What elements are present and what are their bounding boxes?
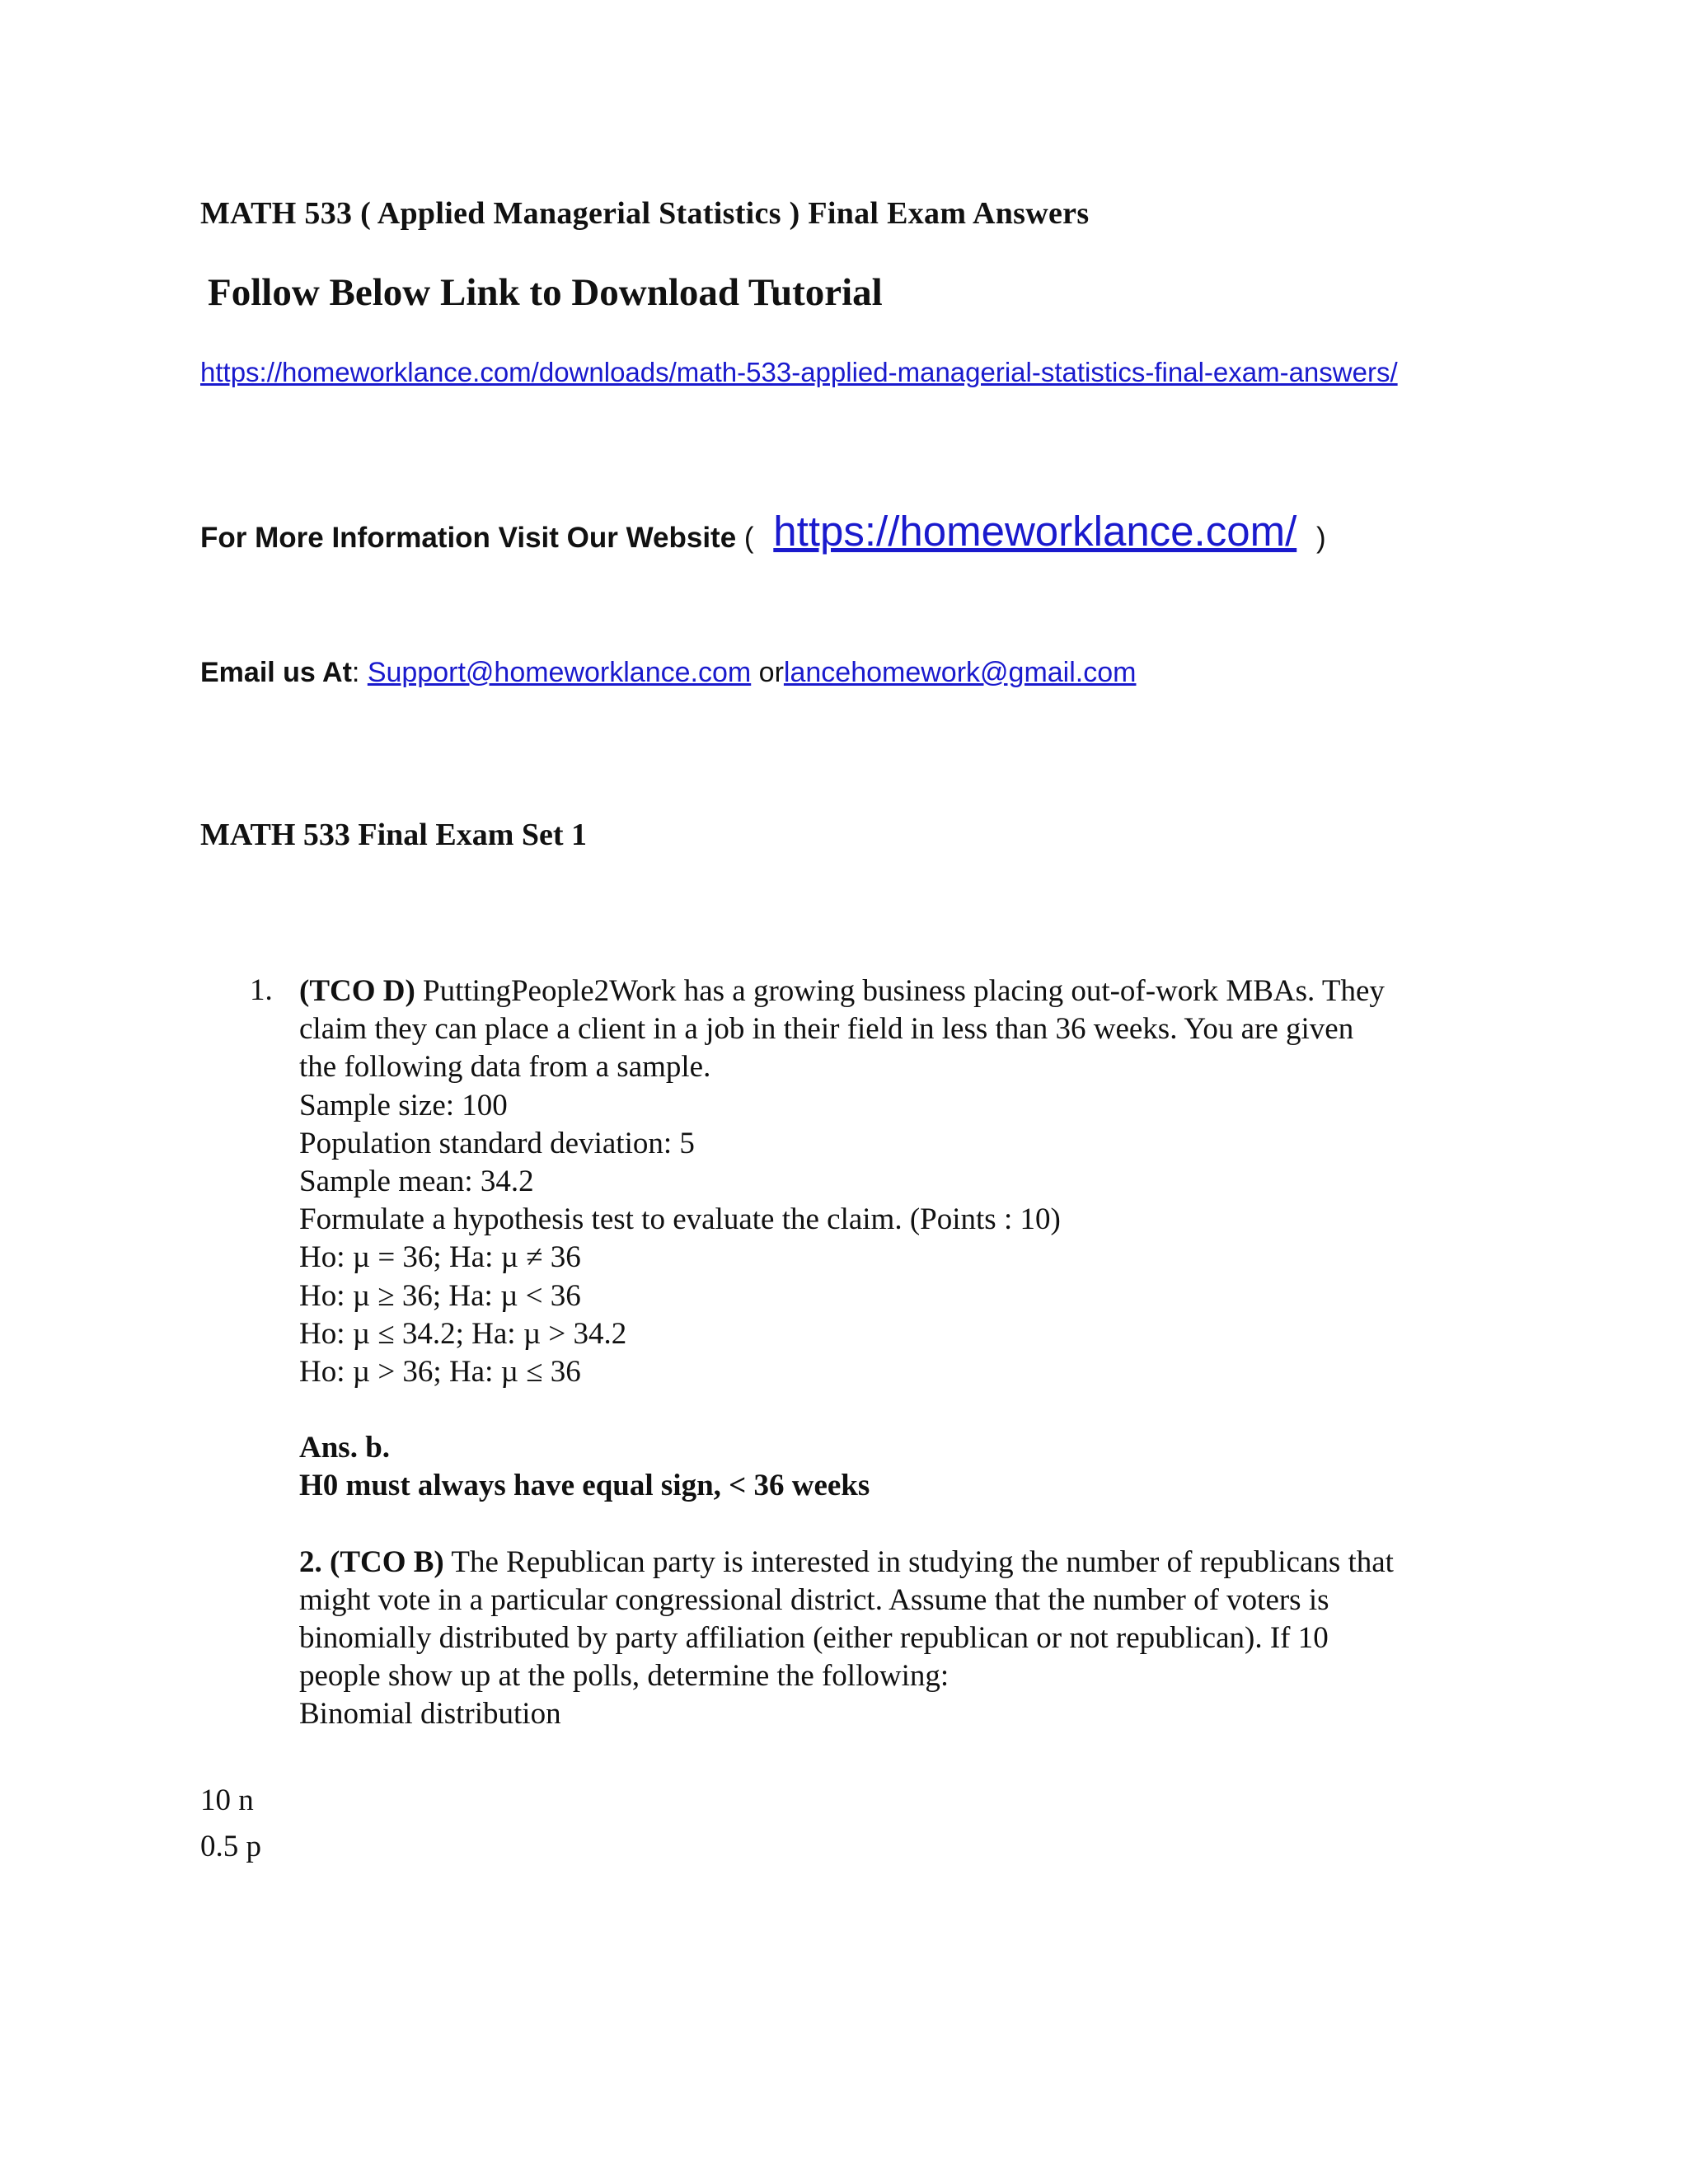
question-1-line: the following data from a sample.	[299, 1050, 711, 1085]
question-2-line: might vote in a particular congressional district. Assume that the number of voters is	[299, 1582, 1329, 1617]
open-paren: (	[743, 522, 754, 554]
website-link[interactable]: https://homeworklance.com/	[773, 508, 1297, 555]
question-2-line: binomially distributed by party affiliation (either republican or not republican). If 10	[299, 1621, 1329, 1656]
question-2-line-1	[299, 1544, 1503, 1582]
value-n: 10 n	[200, 1783, 254, 1817]
option-b: Ho: µ ≥ 36; Ha: µ < 36	[299, 1278, 581, 1313]
question-block	[299, 972, 1503, 1734]
email-label: Email us At	[200, 657, 352, 688]
tutorial-download-link[interactable]: https://homeworklance.com/downloads/math-533-applied-managerial-statistics-final-exam-answers/	[200, 357, 1398, 387]
document-title: MATH 533 ( Applied Managerial Statistics ) Final Exam Answers	[200, 196, 1090, 231]
std-dev-line: Population standard deviation: 5	[299, 1126, 695, 1160]
question-1-prompt: Formulate a hypothesis test to evaluate the claim. (Points : 10)	[299, 1202, 1061, 1237]
option-d: Ho: µ > 36; Ha: µ ≤ 36	[299, 1355, 581, 1390]
binomial-values	[200, 1778, 261, 1870]
website-info-label: For More Information Visit Our Website	[200, 522, 737, 554]
exam-set-title: MATH 533 Final Exam Set 1	[200, 818, 588, 852]
sample-mean-line: Sample mean: 34.2	[299, 1165, 534, 1199]
support-email-link[interactable]: Support@homeworklance.com	[367, 657, 752, 688]
question-2-text: The Republican party is interested in studying the number of republicans that	[451, 1544, 1394, 1579]
question-2-tag: 2. (TCO B)	[299, 1544, 444, 1579]
sample-size-line: Sample size: 100	[299, 1088, 508, 1122]
download-heading: Follow Below Link to Download Tutorial	[208, 271, 883, 314]
value-p: 0.5 p	[200, 1830, 261, 1863]
website-info-line	[200, 507, 1326, 555]
question-1-answer: Ans. b.	[299, 1431, 391, 1465]
question-1-number: 1.	[250, 973, 273, 1007]
email-line	[200, 657, 1136, 689]
close-paren: )	[1315, 522, 1326, 554]
question-1-line: claim they can place a client in a job in their field in less than 36 weeks. You are given	[299, 1012, 1354, 1047]
question-1-tag: (TCO D)	[299, 974, 415, 1008]
spacer	[299, 1506, 1503, 1544]
question-1-explanation: H0 must always have equal sign, < 36 weeks	[299, 1469, 870, 1503]
question-1-line-1	[299, 972, 1503, 1010]
spacer	[299, 1391, 1503, 1429]
option-c: Ho: µ ≤ 34.2; Ha: µ > 34.2	[299, 1316, 627, 1351]
question-2-line: people show up at the polls, determine the following:	[299, 1659, 950, 1694]
option-a: Ho: µ = 36; Ha: µ ≠ 36	[299, 1240, 581, 1275]
question-1-text: PuttingPeople2Work has a growing business placing out-of-work MBAs. They	[423, 974, 1385, 1008]
email-or-text: or	[758, 657, 784, 688]
lance-email-link[interactable]: lancehomework@gmail.com	[783, 657, 1137, 688]
email-colon: :	[351, 657, 360, 688]
question-2-line: Binomial distribution	[299, 1697, 561, 1732]
